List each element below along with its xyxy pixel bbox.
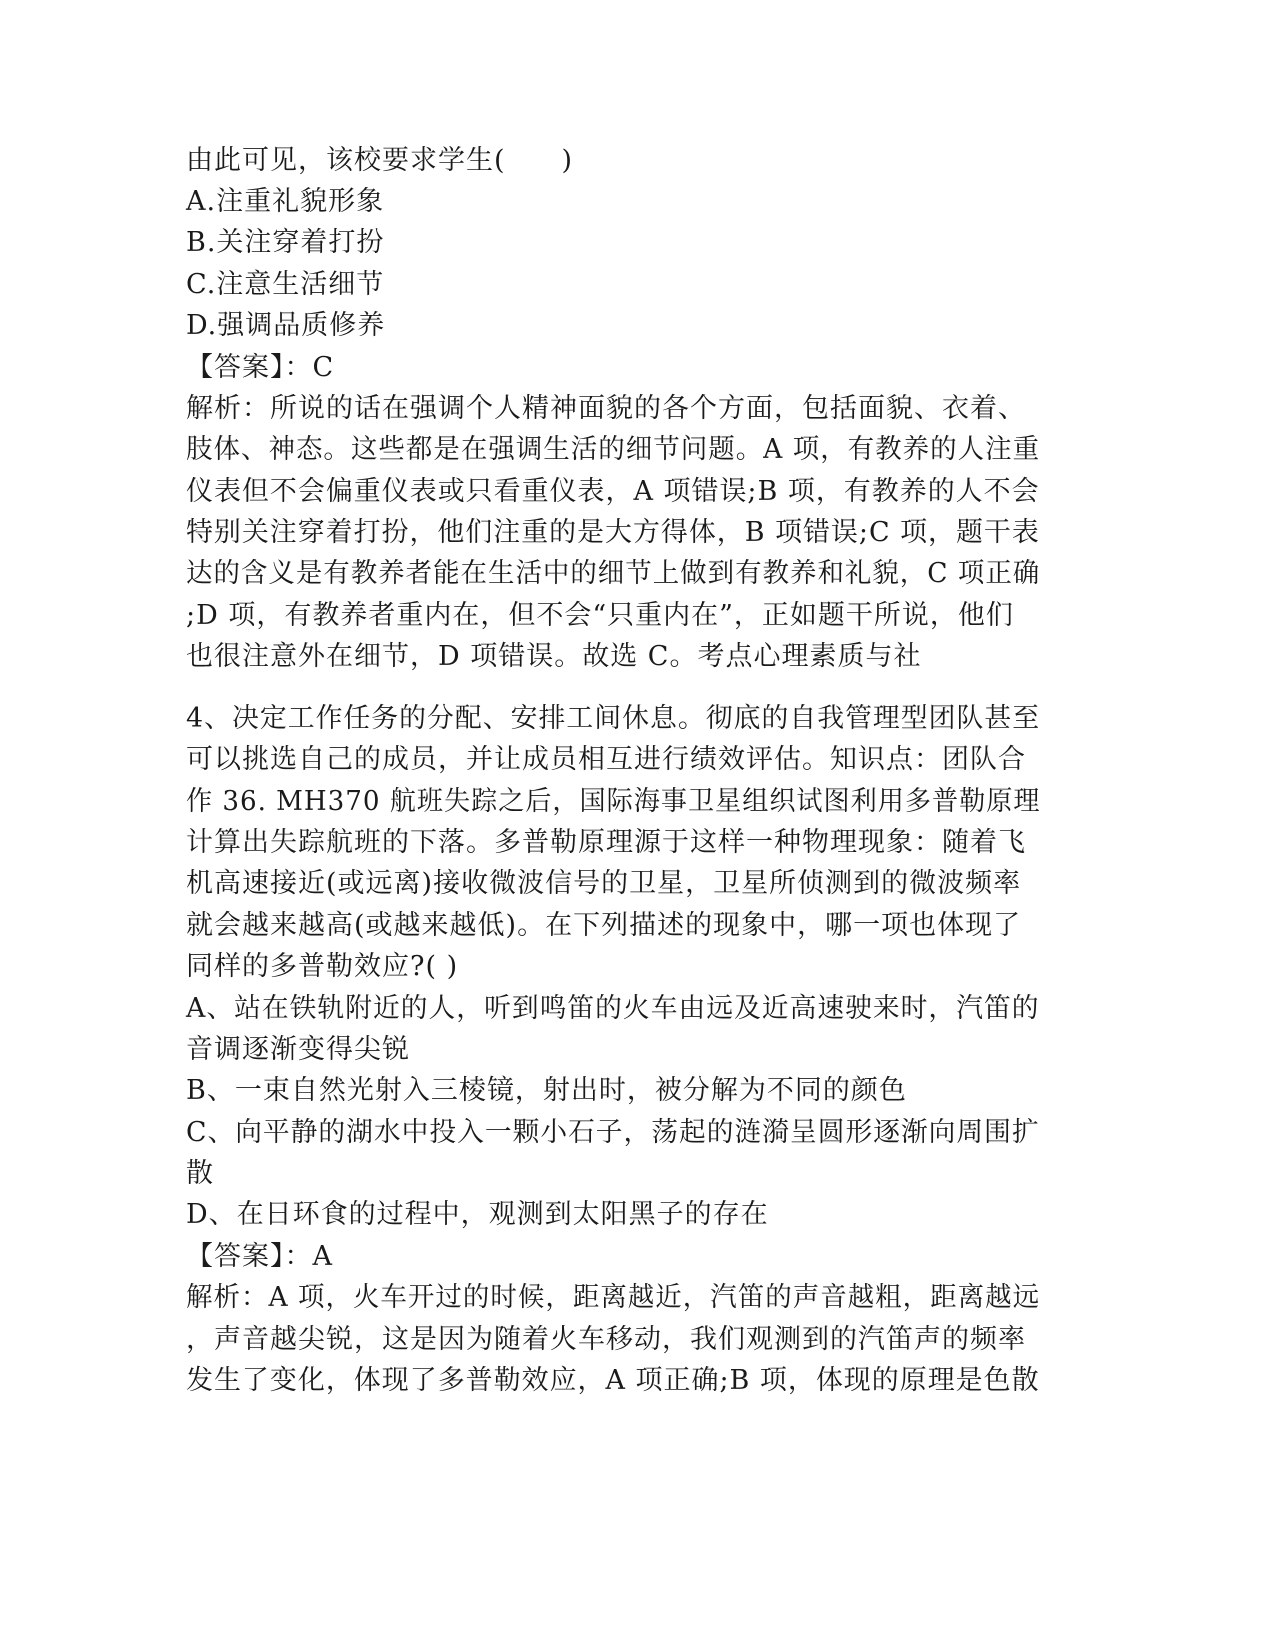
- question-3-analysis-line: 也很注意外在细节，D 项错误。故选 C。考点心理素质与社: [186, 641, 922, 672]
- question-4-option-c-cont: 散: [186, 1158, 214, 1189]
- question-4-analysis-line: 解析：A 项，火车开过的时候，距离越近，汽笛的声音越粗，距离越远: [186, 1282, 1041, 1313]
- question-3-analysis-line: 仪表但不会偏重仪表或只看重仪表，A 项错误;B 项，有教养的人不会: [186, 476, 1040, 507]
- question-3-analysis-line: ;D 项，有教养者重内在，但不会“只重内在”，正如题干所说，他们: [186, 600, 1014, 631]
- question-3-analysis-line: 达的含义是有教养者能在生活中的细节上做到有教养和礼貌，C 项正确: [186, 558, 1041, 589]
- question-3-option-d: D.强调品质修养: [186, 310, 386, 341]
- question-3-option-c: C.注意生活细节: [186, 269, 385, 300]
- question-4-stem-line: 机高速接近(或远离)接收微波信号的卫星，卫星所侦测到的微波频率: [186, 868, 1022, 899]
- question-4-option-b: B、一束自然光射入三棱镜，射出时，被分解为不同的颜色: [186, 1075, 907, 1106]
- question-3-stem: 由此可见，该校要求学生( ): [186, 145, 574, 176]
- question-4-stem-line: 计算出失踪航班的下落。多普勒原理源于这样一种物理现象：随着飞: [186, 827, 1026, 858]
- question-4-stem-line: 可以挑选自己的成员，并让成员相互进行绩效评估。知识点：团队合: [186, 744, 1026, 775]
- question-4-stem-line: 4、决定工作任务的分配、安排工间休息。彻底的自我管理型团队甚至: [186, 703, 1041, 734]
- question-4-analysis-line: ，声音越尖锐，这是因为随着火车移动，我们观测到的汽笛声的频率: [186, 1324, 1026, 1355]
- question-4-option-a-cont: 音调逐渐变得尖锐: [186, 1034, 410, 1065]
- question-3-option-b: B.关注穿着打扮: [186, 227, 385, 258]
- question-3-analysis-line: 特别关注穿着打扮，他们注重的是大方得体，B 项错误;C 项，题干表: [186, 517, 1040, 548]
- question-4-option-d: D、在日环食的过程中，观测到太阳黑子的存在: [186, 1199, 769, 1230]
- question-3-answer: 【答案】：C: [186, 352, 335, 383]
- question-3-option-a: A.注重礼貌形象: [186, 186, 385, 217]
- question-4-option-a: A、站在铁轨附近的人，听到鸣笛的火车由远及近高速驶来时，汽笛的: [186, 993, 1040, 1024]
- question-4-analysis-line: 发生了变化，体现了多普勒效应，A 项正确;B 项，体现的原理是色散: [186, 1365, 1040, 1396]
- question-3-analysis-line: 肢体、神态。这些都是在强调生活的细节问题。A 项，有教养的人注重: [186, 434, 1041, 465]
- question-4-stem-line: 就会越来越高(或越来越低)。在下列描述的现象中，哪一项也体现了: [186, 910, 1022, 941]
- question-4-stem-line: 作 36. MH370 航班失踪之后，国际海事卫星组织试图利用多普勒原理: [186, 786, 1041, 817]
- question-4-option-c: C、向平静的湖水中投入一颗小石子，荡起的涟漪呈圆形逐渐向周围扩: [186, 1117, 1040, 1148]
- question-4-answer: 【答案】：A: [186, 1241, 333, 1272]
- question-4-stem-line: 同样的多普勒效应?( ): [186, 951, 459, 982]
- question-3-analysis-line: 解析：所说的话在强调个人精神面貌的各个方面，包括面貌、衣着、: [186, 393, 1026, 424]
